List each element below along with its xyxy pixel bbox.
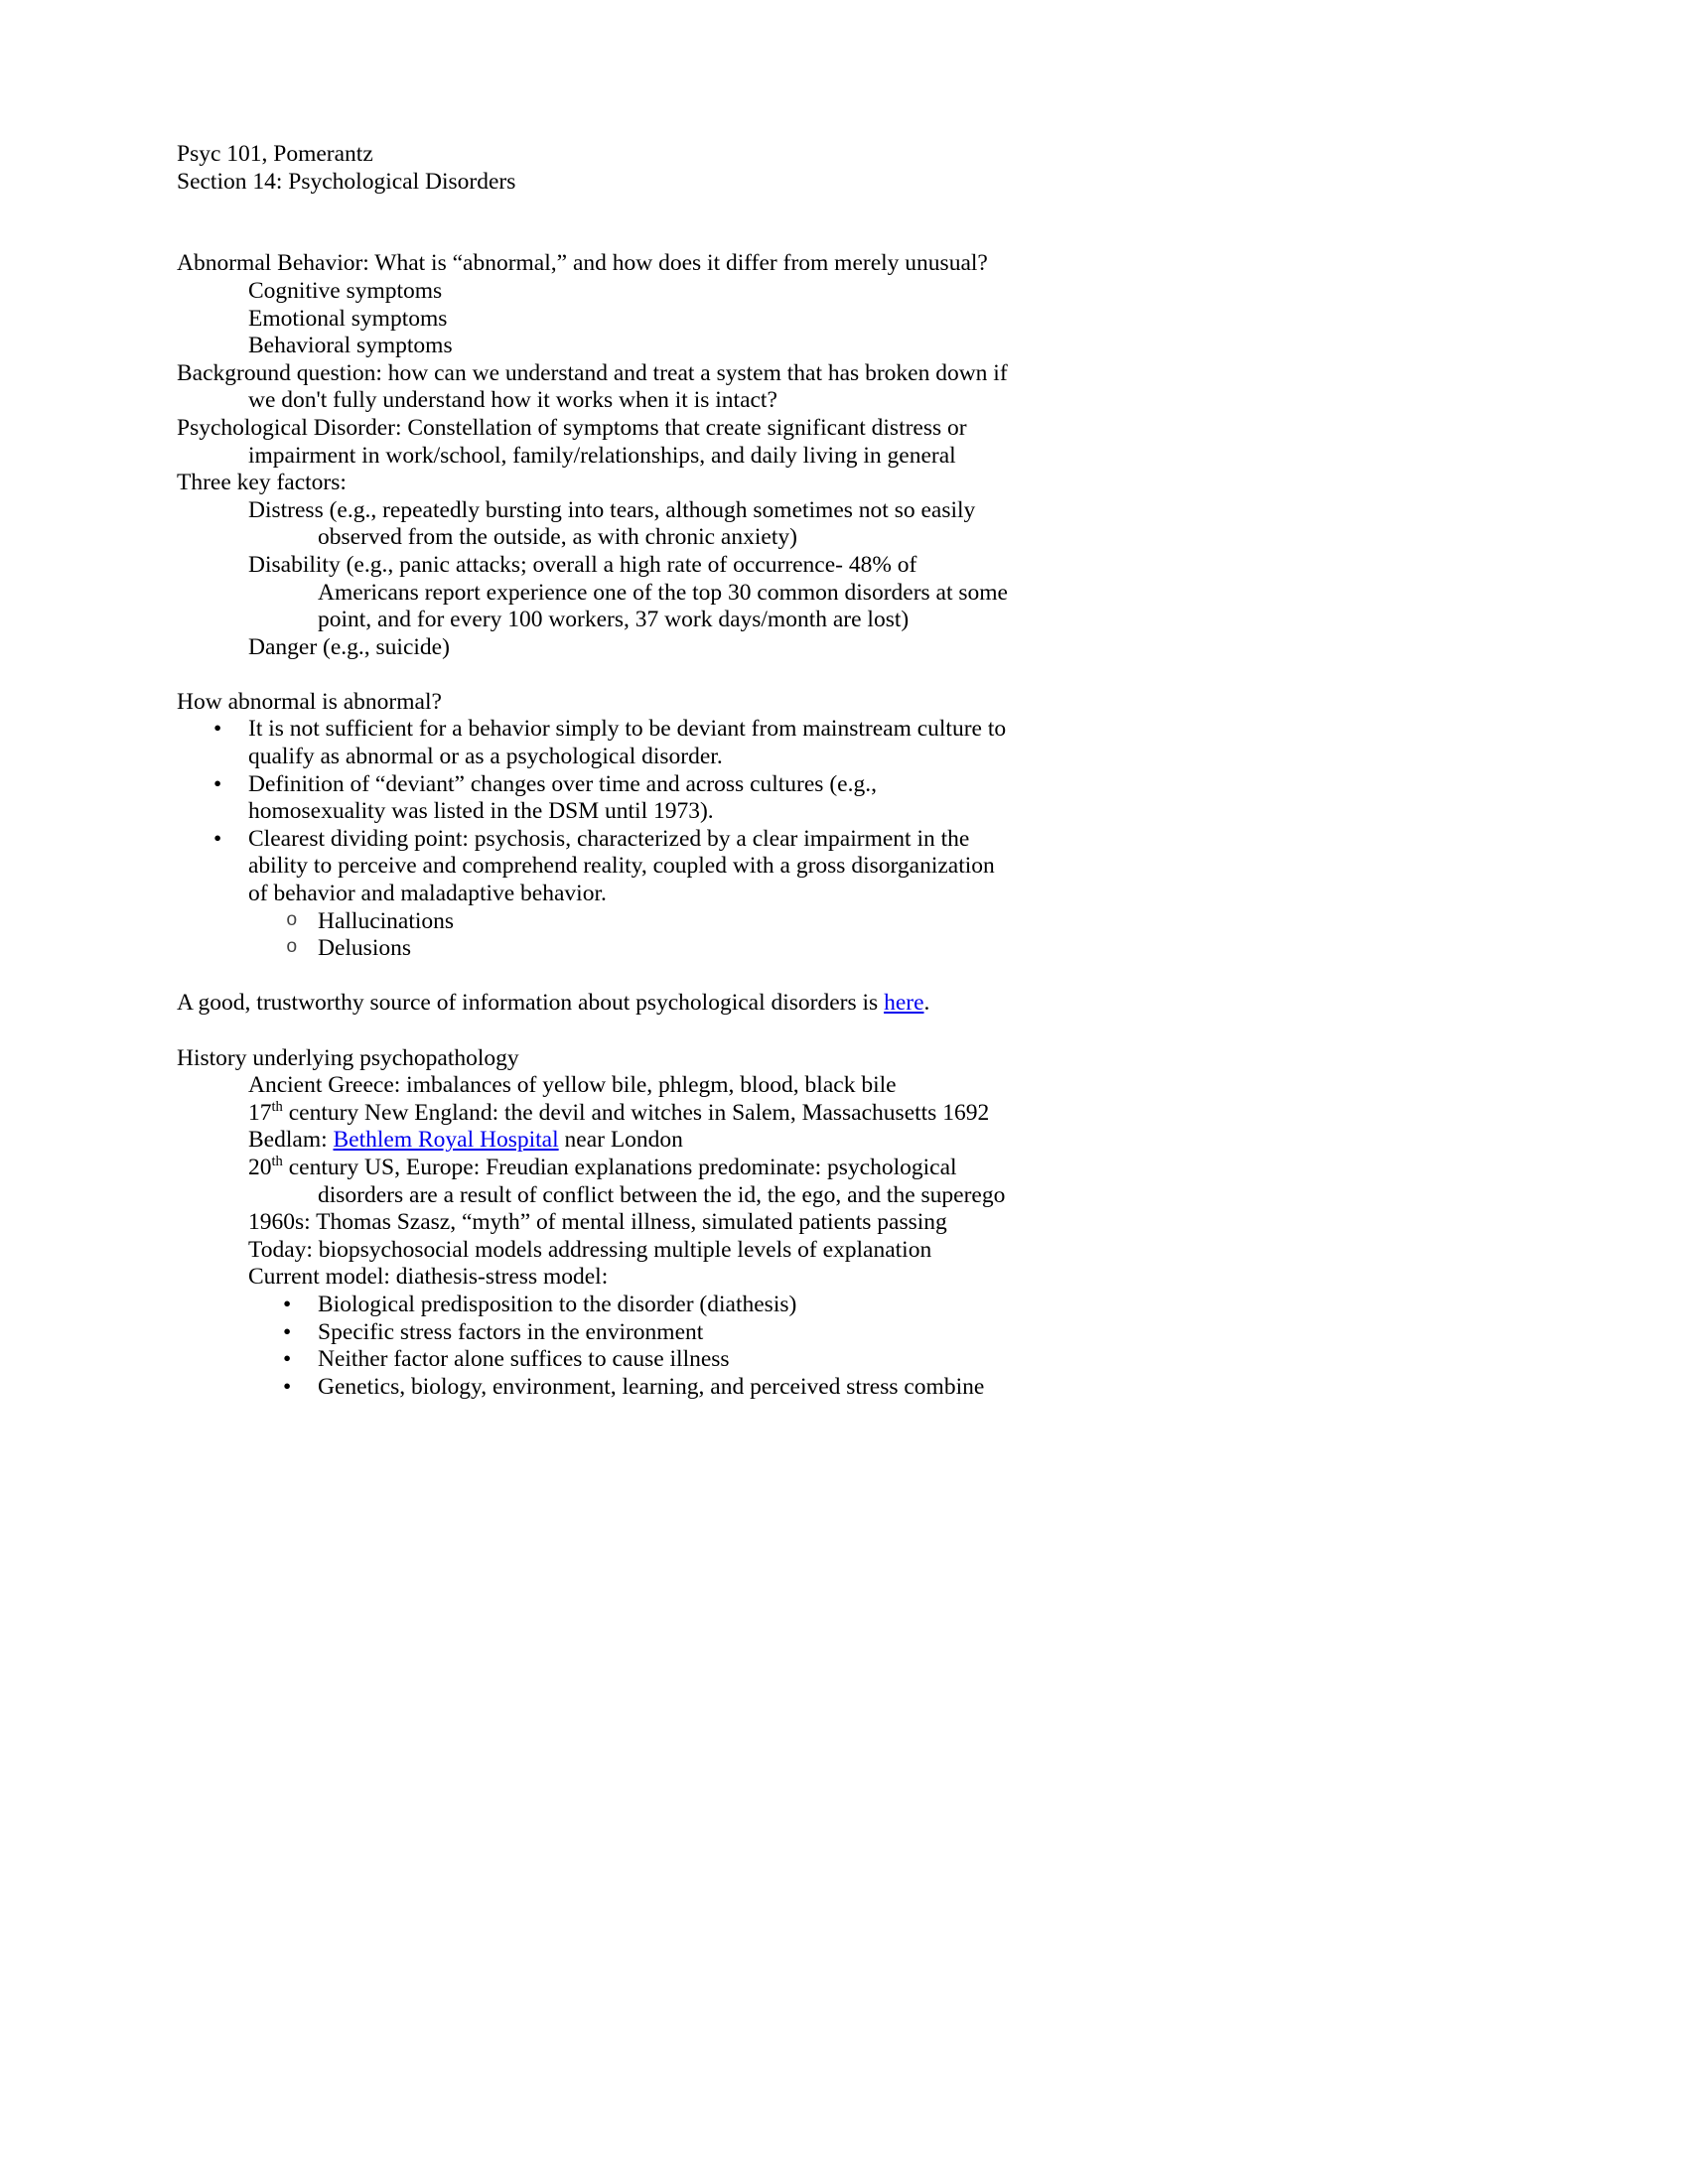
bullet-icon: • [283,1291,292,1317]
history-szasz-line: 1960s: Thomas Szasz, “myth” of mental illness, simulated patients passing [248,1209,947,1236]
history-greece-line: Ancient Greece: imbalances of yellow bile, phlegm, blood, black bile [248,1072,897,1099]
here-link[interactable]: here [884,990,924,1017]
bullet-item [177,826,1587,854]
century-text: century New England: the devil and witches in Salem, Massachusetts 1692 [282,1099,990,1126]
symptom-line-behavioral: Behavioral symptoms [248,333,453,359]
history-20th-century-line-2: disorders are a result of conflict between the id, the ego, and the superego [318,1181,1006,1208]
model-bullet-item [177,1292,1587,1319]
circle-bullet-text: Hallucinations [318,907,455,934]
spacer [177,1018,1587,1045]
century-text: century US, Europe: Freudian explanations predominate: psychological [282,1154,957,1180]
history-heading: History underlying psychopathology [177,1044,519,1071]
psychological-disorder-line-2: impairment in work/school, family/relationships, and daily living in general [248,442,956,469]
bullet-icon: • [213,825,222,852]
model-bullet-text: Biological predisposition to the disorder (diathesis) [318,1291,797,1317]
circle-bullet-icon: o [286,908,298,931]
bullet-icon: • [213,770,222,797]
bullet-text: It is not sufficient for a behavior simply to be deviant from mainstream culture to [248,716,1007,743]
source-line [177,990,1587,1018]
course-title: Psyc 101, Pomerantz [177,141,373,167]
model-bullet-text: Genetics, biology, environment, learning, and perceived stress combine [318,1373,985,1400]
symptom-line-cognitive: Cognitive symptoms [248,277,443,304]
background-question-line-2: we don't fully understand how it works when it is intact? [248,387,777,414]
circle-bullet-item [177,908,1587,936]
section-title: Section 14: Psychological Disorders [177,168,516,195]
history-today-line: Today: biopsychosocial models addressing multiple levels of explanation [248,1236,932,1263]
abnormal-behavior-heading: Abnormal Behavior: What is “abnormal,” and how does it differ from merely unusual? [177,250,988,277]
circle-bullet-icon: o [286,936,298,959]
bullet-item [177,771,1587,799]
circle-bullet-text: Delusions [318,935,411,962]
bullet-icon: • [213,716,222,743]
bullet-icon: • [283,1318,292,1345]
disability-line-3: point, and for every 100 workers, 37 work days/month are lost) [318,607,910,633]
history-17th-century-line [177,1100,1587,1128]
ordinal-superscript: th [271,1154,283,1170]
how-abnormal-heading: How abnormal is abnormal? [177,688,442,715]
history-20th-century-line [177,1155,1587,1182]
model-bullet-text: Specific stress factors in the environment [318,1318,704,1345]
current-model-heading: Current model: diathesis-stress model: [248,1264,609,1291]
bullet-text: Clearest dividing point: psychosis, characterized by a clear impairment in the [248,825,970,852]
disability-line-1: Disability (e.g., panic attacks; overall a high rate of occurrence- 48% of [248,551,917,578]
psychological-disorder-line-1: Psychological Disorder: Constellation of symptoms that create significant distress or [177,414,967,441]
source-line-suffix: . [923,990,930,1017]
distress-line-1: Distress (e.g., repeatedly bursting into tears, although sometimes not so easily [248,496,976,523]
bedlam-suffix: near London [558,1127,683,1154]
bedlam-prefix: Bedlam: [248,1127,334,1154]
disability-line-2: Americans report experience one of the top 30 common disorders at some [318,579,1008,606]
century-number: 20 [248,1154,272,1180]
symptom-line-emotional: Emotional symptoms [248,305,448,332]
bullet-continuation-line: ability to perceive and comprehend reality, coupled with a gross disorganization [248,853,995,880]
model-bullet-item [177,1346,1587,1374]
century-number: 17 [248,1099,272,1126]
history-bedlam-line [177,1127,1587,1155]
three-key-factors-heading: Three key factors: [177,470,347,496]
spacer [177,196,1587,250]
spacer [177,661,1587,689]
bullet-continuation-line: of behavior and maladaptive behavior. [248,881,607,907]
model-bullet-item [177,1374,1587,1402]
source-line-prefix: A good, trustworthy source of information about psychological disorders is [177,990,885,1017]
bullet-icon: • [283,1346,292,1373]
bullet-item [177,716,1587,744]
bullet-text: Definition of “deviant” changes over time and across cultures (e.g., [248,770,877,797]
ordinal-superscript: th [271,1098,283,1115]
bethlem-royal-hospital-link[interactable]: Bethlem Royal Hospital [333,1127,559,1154]
bullet-continuation-line: homosexuality was listed in the DSM until 1973). [248,798,714,825]
spacer [177,963,1587,991]
bullet-icon: • [283,1373,292,1400]
bullet-continuation-line: qualify as abnormal or as a psychological disorder. [248,744,723,770]
model-bullet-item [177,1319,1587,1347]
circle-bullet-item [177,935,1587,963]
model-bullet-text: Neither factor alone suffices to cause illness [318,1346,730,1373]
danger-line: Danger (e.g., suicide) [248,633,450,660]
document-content [177,141,1587,1401]
background-question-line-1: Background question: how can we understand and treat a system that has broken down if [177,359,1008,386]
distress-line-2: observed from the outside, as with chronic anxiety) [318,524,797,551]
